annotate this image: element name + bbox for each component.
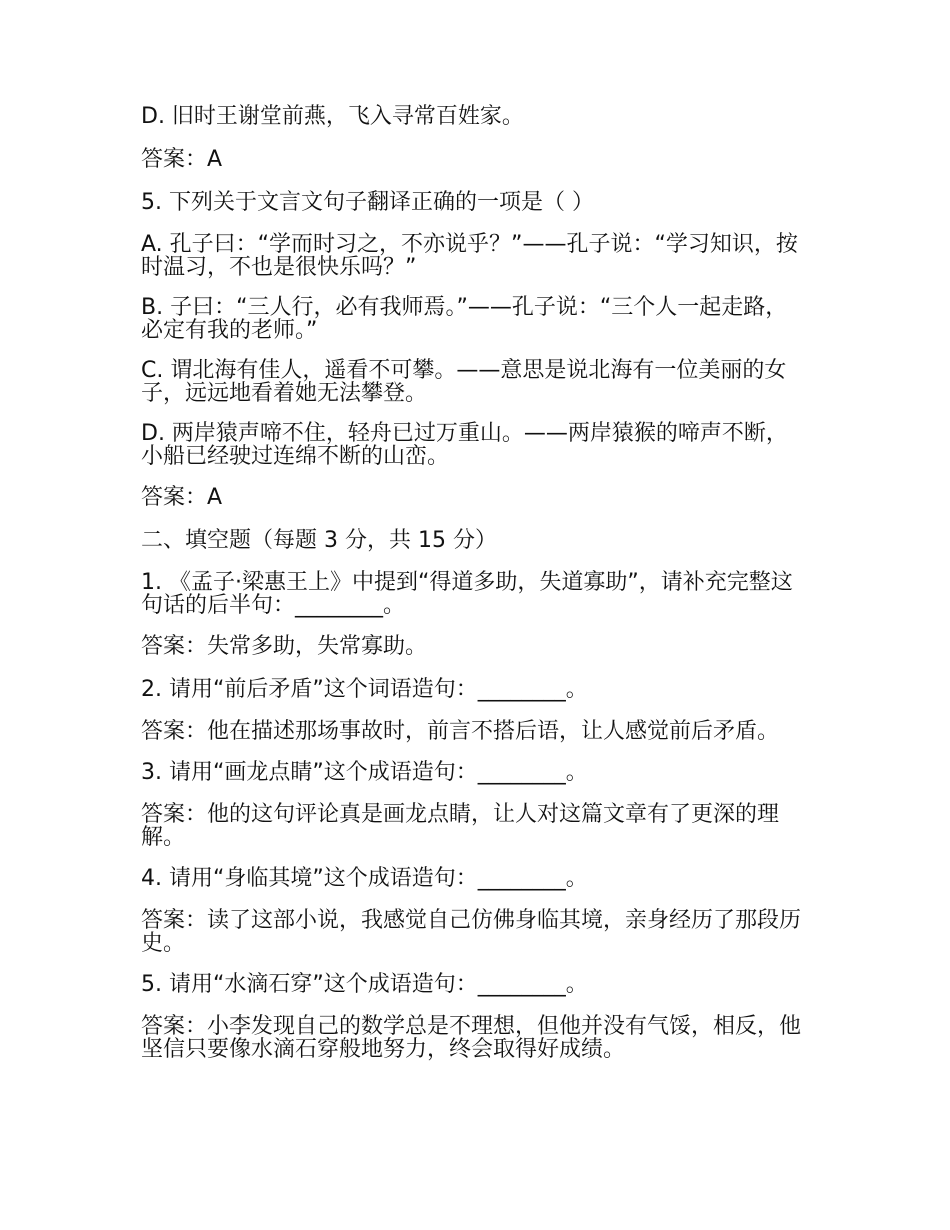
option-c: C. 谓北海有佳人，遥看不可攀。——意思是说北海有一位美丽的女子，远远地看着她无法攀登。 — [141, 358, 787, 406]
question-5: 5. 下列关于文言文句子翻译正确的一项是（ ） — [141, 190, 594, 215]
fill-question-5: 5. 请用“水滴石穿”这个成语造句：________。 — [141, 972, 588, 997]
fill-answer-4: 答案：读了这部小说，我感觉自己仿佛身临其境，亲身经历了那段历史。 — [141, 908, 802, 956]
fill-question-3: 3. 请用“画龙点睛”这个成语造句：________。 — [141, 760, 588, 785]
answer-line: 答案：A — [141, 147, 223, 172]
fill-answer-3: 答案：他的这句评论真是画龙点睛，让人对这篇文章有了更深的理解。 — [141, 802, 780, 850]
document-body — [141, 104, 809, 1078]
fill-answer-5: 答案：小李发现自己的数学总是不理想，但他并没有气馁，相反，他坚信只要像水滴石穿般地努力，终会取得好成绩。 — [141, 1014, 802, 1062]
answer-line: 答案：A — [141, 485, 223, 510]
option-b: B. 子曰：“三人行，必有我师焉。”——孔子说：“三个人一起走路，必定有我的老师。” — [141, 295, 788, 343]
fill-question-4: 4. 请用“身临其境”这个成语造句：________。 — [141, 866, 588, 891]
fill-question-1: 1. 《孟子·梁惠王上》中提到“得道多助，失道寡助”，请补充完整这句话的后半句：________。 — [141, 570, 793, 618]
option-a: A. 孔子曰：“学而时习之，不亦说乎？”——孔子说：“学习知识，按时温习，不也是很快乐吗？” — [141, 232, 798, 280]
fill-answer-2: 答案：他在描述那场事故时，前言不搭后语，让人感觉前后矛盾。 — [141, 719, 780, 744]
fill-answer-1: 答案：失常多助，失常寡助。 — [141, 634, 428, 659]
option-d: D. 两岸猿声啼不住，轻舟已过万重山。——两岸猿猴的啼声不断，小船已经驶过连绵不断的山峦。 — [141, 421, 788, 469]
section-heading: 二、填空题（每题 3 分，共 15 分） — [141, 528, 497, 553]
option-d-line: D. 旧时王谢堂前燕，飞入寻常百姓家。 — [141, 104, 524, 129]
fill-question-2: 2. 请用“前后矛盾”这个词语造句：________。 — [141, 677, 588, 702]
